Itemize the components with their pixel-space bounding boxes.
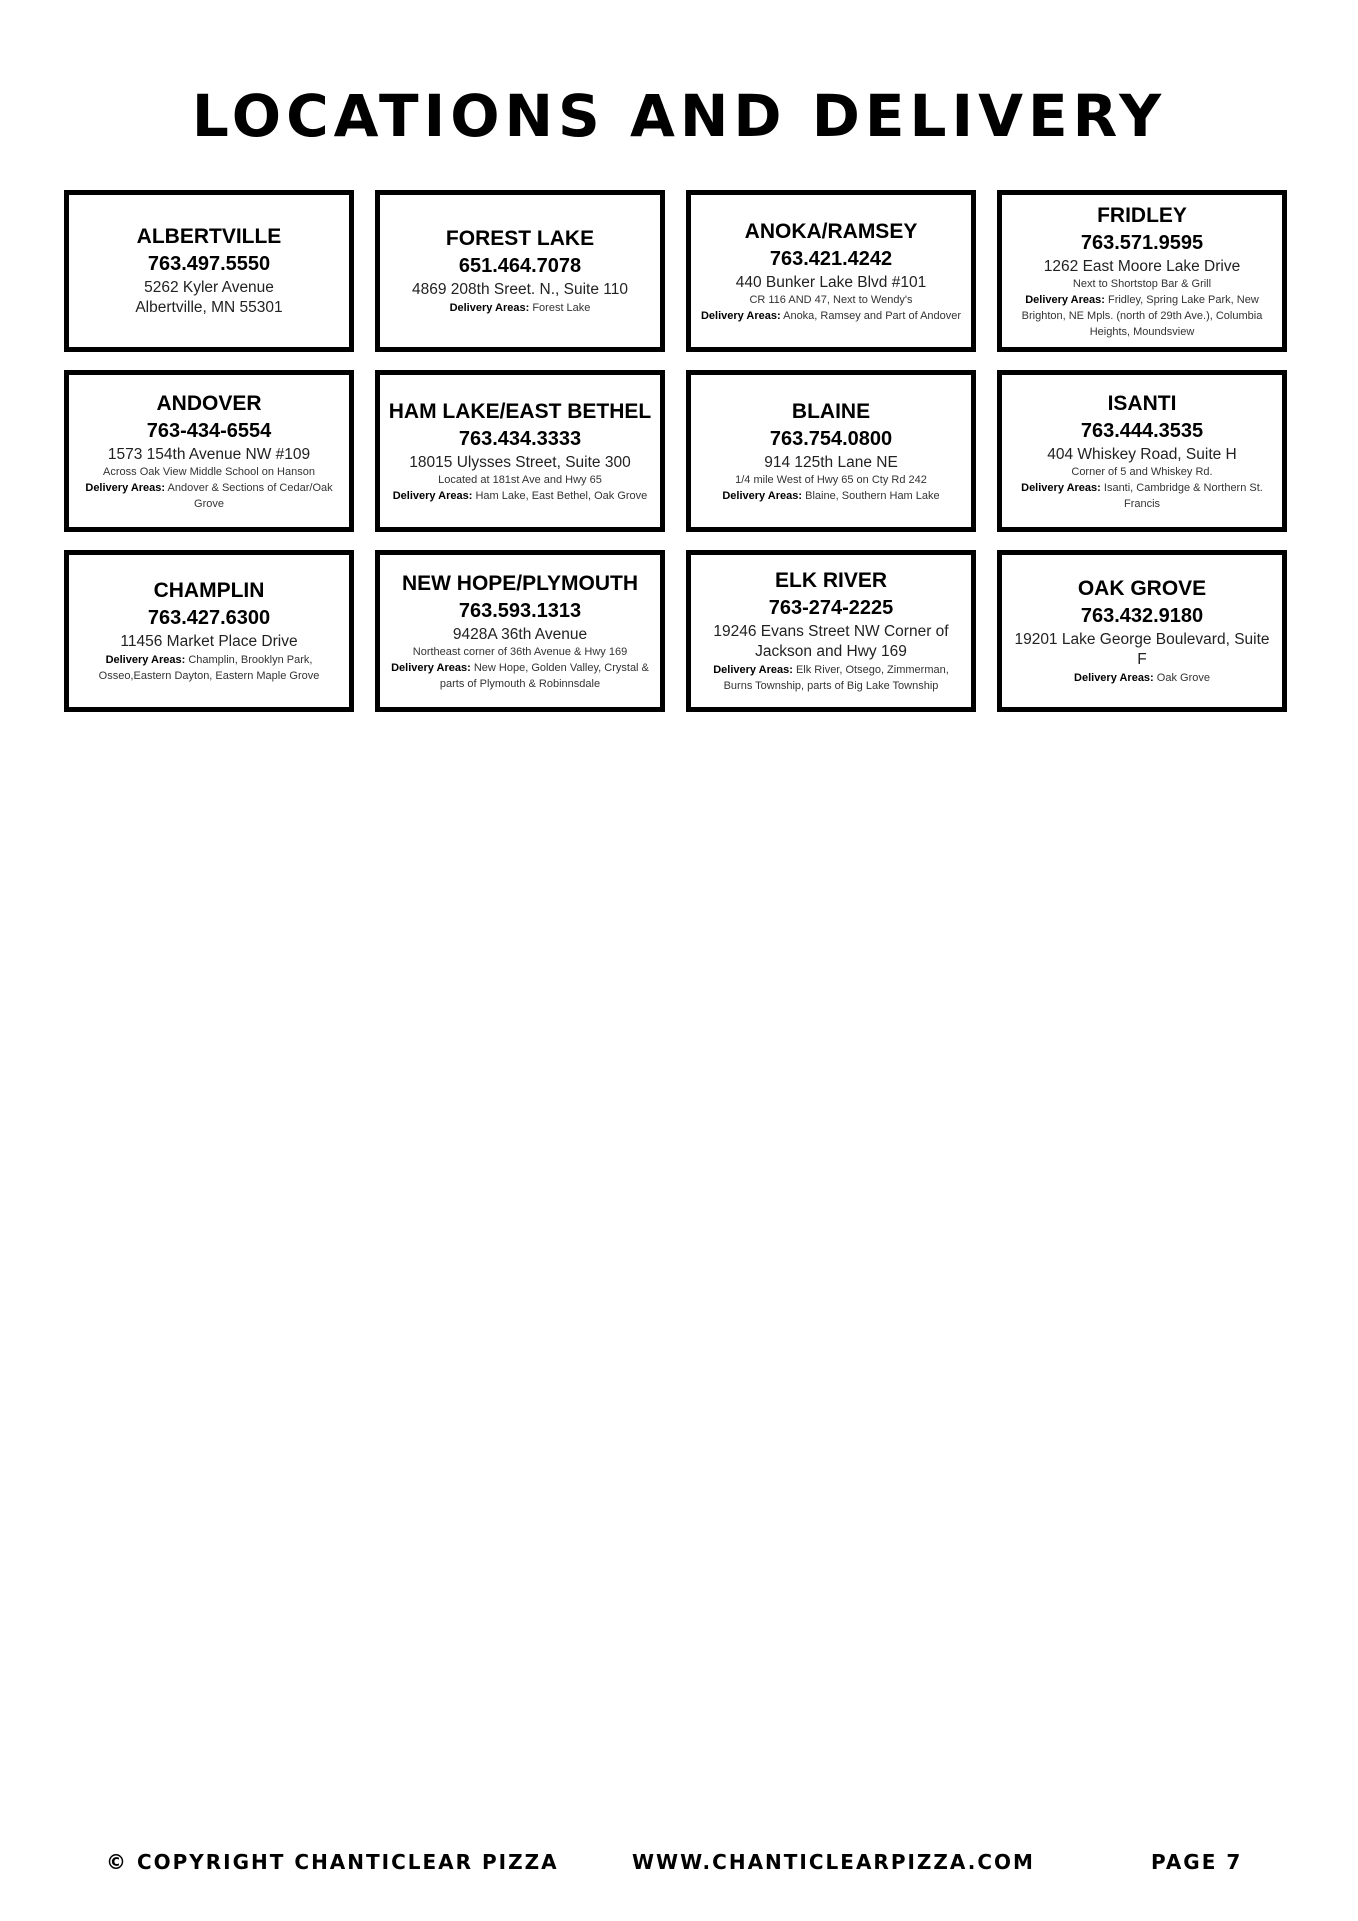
location-card: [997, 370, 1287, 532]
location-address: 19201 Lake George Boulevard, Suite F: [1014, 631, 1270, 668]
location-phone[interactable]: 763.754.0800: [769, 427, 893, 450]
location-address: 19246 Evans Street NW Corner of Jackson and Hwy 169: [713, 623, 949, 660]
delivery-areas-value: Elk River, Otsego, Zimmerman, Burns Township, parts of Big Lake Township: [723, 664, 949, 692]
footer-page-number: PAGE 7: [1151, 1850, 1243, 1874]
location-card: [375, 550, 665, 712]
location-card: [686, 370, 976, 532]
location-name: CHAMPLIN: [153, 579, 265, 602]
location-note: Across Oak View Middle School on Hanson: [103, 465, 315, 478]
location-address: 5262 Kyler Avenue: [144, 279, 274, 296]
location-name: ISANTI: [1107, 391, 1177, 415]
location-phone[interactable]: 763.432.9180: [1080, 605, 1204, 627]
delivery-areas: [1010, 292, 1274, 340]
page-title: LOCATIONS AND DELIVERY: [191, 82, 1167, 150]
delivery-areas: [722, 488, 939, 504]
location-phone[interactable]: 763.427.6300: [147, 607, 271, 629]
delivery-areas: [699, 662, 963, 694]
delivery-areas-value: Forest Lake: [532, 302, 591, 314]
delivery-areas: [393, 488, 648, 504]
location-note: Next to Shortstop Bar & Grill: [1072, 277, 1212, 290]
location-address: 914 125th Lane NE: [764, 453, 898, 471]
delivery-areas: [77, 652, 341, 684]
delivery-areas: [77, 480, 341, 512]
location-phone[interactable]: 763.444.3535: [1080, 419, 1204, 442]
footer-copyright: © COPYRIGHT CHANTICLEAR PIZZA: [106, 1850, 559, 1874]
location-address: 18015 Ulysses Street, Suite 300: [409, 453, 631, 471]
location-name: ALBERTVILLE: [136, 225, 282, 248]
delivery-areas-label: Delivery Areas:: [391, 661, 471, 674]
location-name: NEW HOPE/PLYMOUTH: [401, 571, 639, 595]
delivery-areas-label: Delivery Areas:: [85, 481, 166, 494]
location-card: [686, 550, 976, 712]
location-name: OAK GROVE: [1077, 577, 1207, 600]
delivery-areas-value: Ham Lake, East Bethel, Oak Grove: [475, 489, 648, 502]
delivery-areas-label: Delivery Areas:: [1021, 481, 1101, 494]
location-name: ANDOVER: [156, 391, 262, 415]
location-phone[interactable]: 763.434.3333: [458, 427, 582, 450]
location-note: 1/4 mile West of Hwy 65 on Cty Rd 242: [735, 473, 927, 486]
location-phone[interactable]: 763.593.1313: [458, 599, 582, 622]
delivery-areas: [450, 300, 591, 316]
delivery-areas-label: Delivery Areas:: [700, 309, 781, 322]
delivery-areas: [388, 660, 652, 692]
location-name: ANOKA/RAMSEY: [744, 219, 918, 243]
location-name: HAM LAKE/EAST BETHEL: [388, 399, 652, 423]
location-address: 11456 Market Place Drive: [120, 633, 298, 650]
delivery-areas: [1074, 670, 1210, 686]
location-card: [375, 190, 665, 352]
location-phone[interactable]: 763.571.9595: [1080, 231, 1204, 254]
location-note: Located at 181st Ave and Hwy 65: [438, 473, 602, 486]
location-name: FOREST LAKE: [445, 227, 595, 250]
location-address: 404 Whiskey Road, Suite H: [1047, 445, 1237, 463]
location-card: [997, 190, 1287, 352]
location-address: 440 Bunker Lake Blvd #101: [735, 273, 927, 291]
location-address: 4869 208th Sreet. N., Suite 110: [411, 281, 628, 298]
location-card: [64, 550, 354, 712]
delivery-areas: [701, 308, 961, 324]
location-name: FRIDLEY: [1097, 203, 1187, 227]
location-address: 9428A 36th Avenue: [452, 625, 588, 643]
delivery-areas-value: Isanti, Cambridge & Northern St. Francis: [1103, 481, 1263, 510]
delivery-areas-label: Delivery Areas:: [1025, 293, 1105, 306]
locations-grid: [64, 190, 1287, 712]
location-name: BLAINE: [791, 399, 871, 423]
location-phone[interactable]: 763-274-2225: [768, 597, 894, 619]
location-card: [997, 550, 1287, 712]
delivery-areas-value: Champlin, Brooklyn Park, Osseo,Eastern Dayton, Eastern Maple Grove: [98, 654, 320, 682]
delivery-areas-value: Oak Grove: [1156, 672, 1210, 684]
location-address: 1573 154th Avenue NW #109: [107, 445, 311, 463]
location-phone[interactable]: 651.464.7078: [458, 255, 582, 277]
delivery-areas: [1010, 480, 1274, 512]
delivery-areas-label: Delivery Areas:: [105, 654, 186, 666]
location-phone[interactable]: 763.421.4242: [769, 247, 893, 270]
delivery-areas-label: Delivery Areas:: [449, 302, 530, 314]
delivery-areas-label: Delivery Areas:: [392, 489, 473, 502]
delivery-areas-label: Delivery Areas:: [722, 489, 803, 502]
location-address-line2: Albertville, MN 55301: [135, 299, 283, 316]
delivery-areas-value: Fridley, Spring Lake Park, New Brighton, NE Mpls. (north of 29th Ave.), Columbia Heights, Moundsview: [1021, 293, 1263, 338]
location-note: Northeast corner of 36th Avenue & Hwy 169: [412, 645, 628, 658]
location-card: [686, 190, 976, 352]
delivery-areas-label: Delivery Areas:: [713, 664, 793, 676]
delivery-areas-value: Andover & Sections of Cedar/Oak Grove: [167, 481, 333, 510]
location-note: CR 116 AND 47, Next to Wendy's: [749, 293, 913, 306]
location-card: [64, 190, 354, 352]
location-phone[interactable]: 763.497.5550: [147, 253, 271, 275]
location-card: [64, 370, 354, 532]
delivery-areas-value: Anoka, Ramsey and Part of Andover: [783, 309, 962, 322]
footer-website-link[interactable]: WWW.CHANTICLEARPIZZA.COM: [632, 1850, 1035, 1874]
location-card: [375, 370, 665, 532]
location-note: Corner of 5 and Whiskey Rd.: [1071, 465, 1213, 478]
location-phone[interactable]: 763-434-6554: [146, 419, 272, 442]
location-name: ELK RIVER: [774, 569, 887, 592]
delivery-areas-value: New Hope, Golden Valley, Crystal & parts of Plymouth & Robinnsdale: [439, 661, 649, 690]
delivery-areas-value: Blaine, Southern Ham Lake: [805, 489, 940, 502]
footer: [0, 1850, 1358, 1880]
location-address: 1262 East Moore Lake Drive: [1043, 257, 1241, 275]
delivery-areas-label: Delivery Areas:: [1074, 672, 1154, 684]
